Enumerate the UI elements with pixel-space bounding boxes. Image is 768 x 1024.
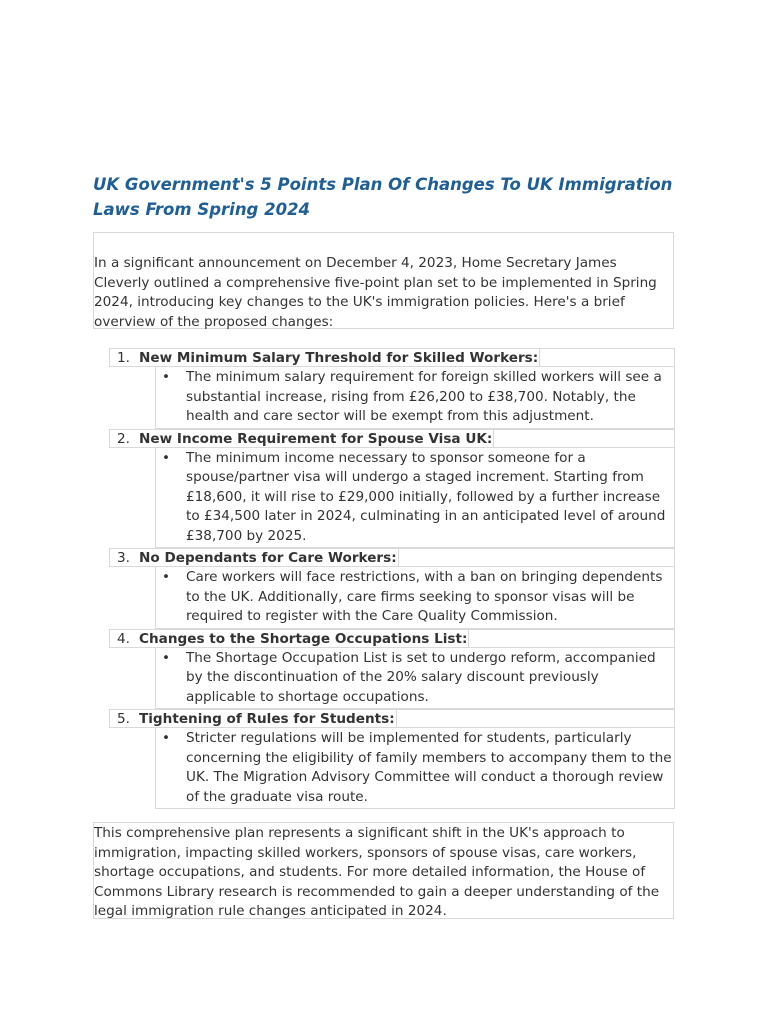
plan-point-4 (109, 629, 675, 710)
point-text: Care workers will face restrictions, with a ban on bringing dependents to the UK. Additionally, care firms seeking to sponsor visas will be required to register with the Care Quality Commission. (186, 569, 663, 624)
plan-points-list (109, 348, 675, 809)
bullet-icon: • (162, 649, 171, 666)
intro-section (93, 232, 674, 329)
point-title: No Dependants for Care Workers: (139, 550, 397, 566)
plan-point-3 (109, 548, 675, 629)
point-detail (155, 567, 675, 629)
point-title: New Minimum Salary Threshold for Skilled Workers: (139, 350, 539, 366)
conclusion-section (93, 822, 674, 919)
point-heading (109, 348, 675, 367)
bullet-icon: • (162, 569, 171, 585)
point-title: Changes to the Shortage Occupations List: (139, 630, 468, 647)
plan-point-1 (109, 348, 675, 429)
point-number: 5. (117, 711, 130, 727)
point-detail (155, 367, 675, 429)
bullet-icon: • (162, 369, 171, 385)
point-title: Tightening of Rules for Students: (139, 711, 395, 727)
bullet-icon: • (162, 449, 171, 466)
point-text: The minimum income necessary to sponsor someone for a spouse/partner visa will undergo a staged increment. Starting from £18,600, it will rise to £29,000 initially, followed by a further increase to £34,500 later in 2024, culminating in an anticipated level of around £38,700 by 2025. (186, 449, 666, 544)
point-heading (109, 629, 675, 648)
point-text: The minimum salary requirement for foreign skilled workers will see a substantial increase, rising from £26,200 to £38,700. Notably, the health and care sector will be exempt from this adjustment. (186, 369, 662, 424)
point-heading (109, 548, 675, 567)
plan-point-5 (109, 709, 675, 809)
point-detail (155, 728, 675, 809)
point-text: The Shortage Occupation List is set to undergo reform, accompanied by the discontinuation of the 20% salary discount previously applicable to shortage occupations. (186, 649, 656, 705)
point-title: New Income Requirement for Spouse Visa UK: (139, 430, 493, 447)
page-title: UK Government's 5 Points Plan Of Changes To UK Immigration Laws From Spring 2024 (93, 175, 673, 219)
point-heading (109, 709, 675, 728)
point-number: 4. (117, 630, 130, 647)
intro-paragraph: In a significant announcement on December 4, 2023, Home Secretary James Cleverly outlined a comprehensive five-point plan set to be implemented in Spring 2024, introducing key changes to the UK's immigration policies. Here's a brief overview of the proposed changes: (94, 255, 657, 330)
conclusion-paragraph: This comprehensive plan represents a significant shift in the UK's approach to immigration, impacting skilled workers, sponsors of spouse visas, care workers, shortage occupations, and students. For more detailed information, the House of Commons Library research is recommended to gain a deeper understanding of the legal immigration rule changes anticipated in 2024. (94, 825, 660, 919)
point-number: 2. (117, 430, 130, 447)
point-detail (155, 648, 675, 710)
plan-point-2 (109, 429, 675, 549)
point-text: Stricter regulations will be implemented for students, particularly concerning the eligibility of family members to accompany them to the UK. The Migration Advisory Committee will conduct a thorough review of the graduate visa route. (186, 730, 672, 805)
bullet-icon: • (162, 730, 171, 746)
point-detail (155, 448, 675, 549)
point-number: 1. (117, 350, 130, 366)
point-heading (109, 429, 675, 448)
point-number: 3. (117, 550, 130, 566)
